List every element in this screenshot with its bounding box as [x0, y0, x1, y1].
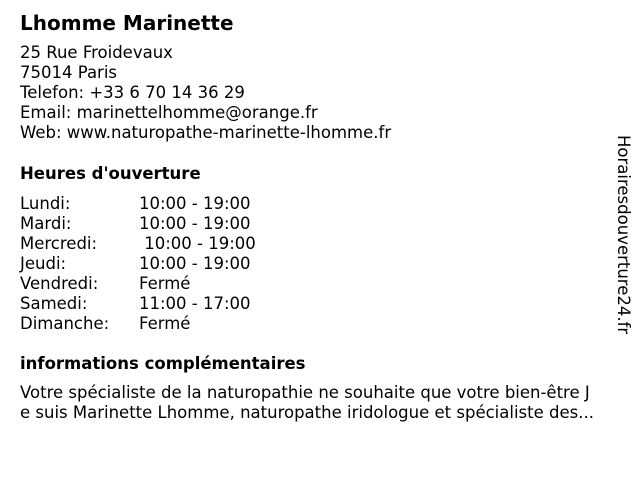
site-watermark: Horairesdouverture24.fr	[614, 135, 633, 335]
street-address: 25 Rue Froidevaux	[20, 43, 173, 62]
hours-row-tuesday	[20, 214, 256, 234]
contact-block	[20, 43, 391, 143]
hours-row-thursday	[20, 254, 256, 274]
time-value: 10:00 - 19:00	[139, 214, 251, 233]
business-name: Lhomme Marinette	[20, 11, 234, 35]
day-label: Dimanche:	[20, 314, 110, 333]
email-line: Email: marinettelhomme@orange.fr	[20, 103, 318, 122]
info-line: Votre spécialiste de la naturopathie ne souhaite que votre bien-être J	[20, 383, 590, 402]
time-value: 11:00 - 17:00	[139, 294, 251, 313]
day-label: Mercredi:	[20, 234, 98, 253]
hours-row-monday	[20, 194, 256, 214]
opening-hours-table	[20, 194, 256, 334]
time-value: 10:00 - 19:00	[139, 254, 251, 273]
website-line: Web: www.naturopathe-marinette-lhomme.fr	[20, 123, 392, 142]
day-label: Mardi:	[20, 214, 72, 233]
hours-row-wednesday	[20, 234, 256, 254]
hours-row-sunday	[20, 314, 256, 334]
time-value: 10:00 - 19:00	[139, 234, 256, 253]
hours-row-friday	[20, 274, 256, 294]
day-label: Lundi:	[20, 194, 71, 213]
opening-hours-heading: Heures d'ouverture	[20, 164, 201, 183]
info-line: e suis Marinette Lhomme, naturopathe iridologue et spécialiste des...	[20, 403, 594, 422]
hours-row-saturday	[20, 294, 256, 314]
city-postcode: 75014 Paris	[20, 63, 118, 82]
phone-line: Telefon: +33 6 70 14 36 29	[20, 83, 245, 102]
day-label: Jeudi:	[20, 254, 67, 273]
time-value: Fermé	[139, 274, 191, 293]
time-value: Fermé	[139, 314, 191, 333]
day-label: Samedi:	[20, 294, 88, 313]
day-label: Vendredi:	[20, 274, 99, 293]
additional-info-heading: informations complémentaires	[20, 354, 306, 373]
additional-info-text	[20, 383, 625, 423]
time-value: 10:00 - 19:00	[139, 194, 251, 213]
